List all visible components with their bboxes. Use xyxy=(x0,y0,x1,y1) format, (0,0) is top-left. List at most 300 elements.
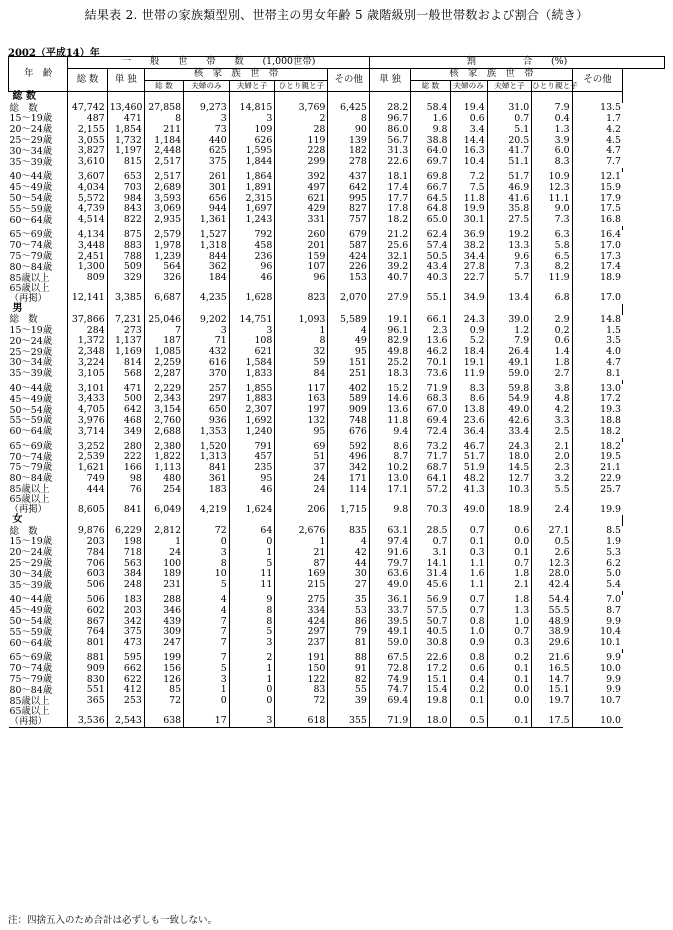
count-cell: 55 xyxy=(328,685,369,696)
section-label: 総 数 xyxy=(12,91,36,103)
age-label: 総 数 xyxy=(9,525,38,537)
count-cell: 72 xyxy=(184,526,230,537)
ratio-cell: 18.9 xyxy=(487,495,532,515)
count-cell: 457 xyxy=(229,452,275,463)
ratio-cell: 6.0 xyxy=(532,146,572,157)
age-label: 65～69歳 xyxy=(9,652,53,664)
ratio-cell: 13.6 xyxy=(369,405,410,416)
count-cell: 334 xyxy=(275,606,328,617)
ratio-cell: 45.6 xyxy=(411,580,450,591)
count-cell: 1 xyxy=(229,664,275,675)
count-cell: 9 xyxy=(229,595,275,606)
count-cell: 11 xyxy=(229,569,275,580)
ratio-cell: 17.0 xyxy=(572,241,623,252)
count-cell: 1,520 xyxy=(184,442,230,453)
ratio-cell: 13.3 xyxy=(487,241,532,252)
age-label: 70～74歳 xyxy=(9,663,53,675)
ratio-cell: 5.3 xyxy=(572,548,623,559)
count-cell: 37,866 xyxy=(68,315,107,326)
ratio-cell: 18.2 xyxy=(369,215,410,226)
count-cell: 109 xyxy=(229,125,275,136)
count-cell: 3 xyxy=(184,548,230,559)
count-cell: 2,579 xyxy=(144,230,183,241)
age-label: 85歳以上 xyxy=(9,484,50,496)
count-cell: 226 xyxy=(328,262,369,273)
count-cell: 835 xyxy=(328,526,369,537)
ratio-cell: 1.6 xyxy=(411,114,450,125)
count-cell: 843 xyxy=(107,204,144,215)
count-cell: 471 xyxy=(107,114,144,125)
ratio-cell: 4.5 xyxy=(572,136,623,147)
couple-only-header: 夫婦のみ xyxy=(184,80,230,92)
age-cell xyxy=(9,569,68,580)
ratio-cell: 0.2 xyxy=(450,685,487,696)
count-cell: 81 xyxy=(328,638,369,649)
count-cell: 17 xyxy=(184,707,230,728)
section-label: 男 xyxy=(12,302,23,314)
age-label: 15～19歳 xyxy=(9,536,53,548)
count-cell: 88 xyxy=(328,653,369,664)
count-cell: 2,517 xyxy=(144,157,183,168)
count-cell: 42 xyxy=(328,548,369,559)
age-label: 30～34歳 xyxy=(9,357,53,369)
ratio-cell: 9.6 xyxy=(487,252,532,263)
age-cell xyxy=(9,617,68,628)
ratio-cell: 2.0 xyxy=(532,452,572,463)
count-cell: 883 xyxy=(107,241,144,252)
count-cell: 844 xyxy=(184,252,230,263)
count-cell: 638 xyxy=(144,707,183,728)
count-cell: 95 xyxy=(328,347,369,358)
count-cell: 6,687 xyxy=(144,284,183,304)
age-label: 40～44歳 xyxy=(9,594,53,606)
count-cell: 424 xyxy=(328,252,369,263)
table-row xyxy=(9,183,665,194)
ratio-cell: 24.3 xyxy=(450,315,487,326)
table-row xyxy=(9,273,665,284)
count-cell: 108 xyxy=(229,336,275,347)
count-cell: 827 xyxy=(328,204,369,215)
count-cell: 2,543 xyxy=(107,707,144,728)
ratio-cell: 70.3 xyxy=(411,495,450,515)
count-cell: 49 xyxy=(328,336,369,347)
ratio-cell: 8.1 xyxy=(572,369,623,380)
ratio-cell: 13.6 xyxy=(411,336,450,347)
count-cell: 2,688 xyxy=(144,427,183,438)
ratio-cell: 59.8 xyxy=(487,384,532,395)
count-cell: 278 xyxy=(328,157,369,168)
count-cell: 6,229 xyxy=(107,526,144,537)
count-cell: 1,527 xyxy=(184,230,230,241)
age-cell xyxy=(9,183,68,194)
count-cell: 331 xyxy=(275,215,328,226)
count-cell: 3,827 xyxy=(68,146,107,157)
age-cell xyxy=(9,146,68,157)
count-cell: 809 xyxy=(68,273,107,284)
count-cell: 626 xyxy=(229,136,275,147)
ratio-cell: 7.2 xyxy=(450,172,487,183)
ratio-cell: 25.6 xyxy=(369,241,410,252)
age-label: 20～24歳 xyxy=(9,335,53,347)
count-cell: 3,105 xyxy=(68,369,107,380)
count-cell: 8,605 xyxy=(68,495,107,515)
count-cell: 8 xyxy=(328,114,369,125)
count-cell: 189 xyxy=(144,569,183,580)
count-cell: 7,231 xyxy=(107,315,144,326)
ratio-cell: 26.4 xyxy=(487,347,532,358)
count-cell: 260 xyxy=(275,230,328,241)
age-sublabel: （再掲） xyxy=(9,292,48,304)
ratio-cell: 0.8 xyxy=(450,617,487,628)
ratio-cell: 5.4 xyxy=(572,580,623,591)
age-cell xyxy=(9,194,68,205)
ratio-cell: 30.1 xyxy=(450,215,487,226)
ratio-cell: 34.4 xyxy=(450,252,487,263)
ratio-cell: 49.1 xyxy=(487,358,532,369)
count-cell: 618 xyxy=(275,707,328,728)
count-cell: 156 xyxy=(144,664,183,675)
ratio-cell: 72.8 xyxy=(369,664,410,675)
count-cell: 247 xyxy=(144,638,183,649)
count-cell: 506 xyxy=(68,595,107,606)
ratio-cell: 17.3 xyxy=(572,252,623,263)
ratio-cell: 4.2 xyxy=(532,405,572,416)
ratio-cell: 59.0 xyxy=(369,638,410,649)
count-cell: 5 xyxy=(229,627,275,638)
ratio-cell: 4.7 xyxy=(572,146,623,157)
total-header: 総 数 xyxy=(68,68,107,92)
ratio-cell: 18.3 xyxy=(369,369,410,380)
age-label: 75～79歳 xyxy=(9,674,53,686)
ratio-cell: 71.7 xyxy=(411,452,450,463)
ratio-cell: 51.9 xyxy=(450,463,487,474)
count-cell: 183 xyxy=(107,595,144,606)
count-cell: 2 xyxy=(229,653,275,664)
ratio-cell: 21.2 xyxy=(369,230,410,241)
ratio-cell: 40.7 xyxy=(369,273,410,284)
count-cell: 5 xyxy=(229,559,275,570)
ratio-cell: 15.1 xyxy=(532,685,572,696)
count-cell: 1,833 xyxy=(229,369,275,380)
age-label: 20～24歳 xyxy=(9,547,53,559)
ratio-cell: 0.7 xyxy=(487,559,532,570)
count-cell: 12,141 xyxy=(68,284,107,304)
ratio-cell: 0.9 xyxy=(450,326,487,337)
count-cell: 151 xyxy=(328,358,369,369)
ratio-cell: 8.6 xyxy=(450,394,487,405)
table-row xyxy=(9,638,665,649)
count-cell: 3 xyxy=(229,638,275,649)
ratio-cell: 63.6 xyxy=(369,569,410,580)
count-cell: 346 xyxy=(144,606,183,617)
count-cell: 1,093 xyxy=(275,315,328,326)
count-cell: 64 xyxy=(229,526,275,537)
count-cell: 375 xyxy=(107,627,144,638)
ratio-cell: 10.9 xyxy=(532,172,572,183)
ratio-cell: 9.8 xyxy=(411,125,450,136)
ratio-cell: 8.5 xyxy=(572,526,623,537)
ratio-cell: 0.7 xyxy=(450,595,487,606)
count-cell: 39 xyxy=(328,696,369,707)
count-cell: 7 xyxy=(184,627,230,638)
ratio-cell: 50.7 xyxy=(411,617,450,628)
count-cell: 72 xyxy=(275,696,328,707)
ratio-cell: 0.9 xyxy=(450,638,487,649)
ratio-cell: 6.5 xyxy=(532,252,572,263)
count-cell: 1,197 xyxy=(107,146,144,157)
ratio-cell: 19.8 xyxy=(411,696,450,707)
ratio-cell: 49.0 xyxy=(450,495,487,515)
count-cell: 301 xyxy=(184,183,230,194)
ratio-cell: 0.1 xyxy=(450,537,487,548)
count-cell: 107 xyxy=(275,262,328,273)
age-label: 50～54歳 xyxy=(9,404,53,416)
count-cell: 4,235 xyxy=(184,284,230,304)
ratio-cell: 2.3 xyxy=(532,463,572,474)
count-cell: 432 xyxy=(184,347,230,358)
ratio-cell: 28.5 xyxy=(411,526,450,537)
ratio-cell: 42.6 xyxy=(487,416,532,427)
ratio-cell: 19.4 xyxy=(450,103,487,114)
count-cell: 76 xyxy=(107,485,144,496)
count-cell: 496 xyxy=(328,452,369,463)
count-cell: 2,070 xyxy=(328,284,369,304)
age-cell xyxy=(9,685,68,696)
count-cell: 126 xyxy=(144,675,183,686)
count-cell: 749 xyxy=(68,474,107,485)
ratio-cell: 1.0 xyxy=(487,617,532,628)
count-cell: 1,318 xyxy=(184,241,230,252)
count-cell: 437 xyxy=(328,172,369,183)
count-cell: 2,307 xyxy=(229,405,275,416)
count-cell: 132 xyxy=(275,416,328,427)
count-cell: 412 xyxy=(107,685,144,696)
ratio-cell: 9.0 xyxy=(532,204,572,215)
count-cell: 235 xyxy=(229,463,275,474)
count-cell: 7 xyxy=(144,326,183,337)
table-row xyxy=(9,125,665,136)
count-cell: 3,448 xyxy=(68,241,107,252)
ratio-cell: 1.8 xyxy=(532,358,572,369)
count-cell: 656 xyxy=(184,194,230,205)
count-cell: 8 xyxy=(275,336,328,347)
count-cell: 3,055 xyxy=(68,136,107,147)
age-label: 25～29歳 xyxy=(9,558,53,570)
count-cell: 1,353 xyxy=(184,427,230,438)
count-cell: 87 xyxy=(275,559,328,570)
count-cell: 603 xyxy=(68,569,107,580)
ratio-cell: 6.2 xyxy=(572,559,623,570)
count-cell: 95 xyxy=(275,427,328,438)
ratio-cell: 39.2 xyxy=(369,262,410,273)
age-label: 40～44歳 xyxy=(9,171,53,183)
ratio-cell: 42.4 xyxy=(532,580,572,591)
count-cell: 1,844 xyxy=(229,157,275,168)
count-cell: 909 xyxy=(328,405,369,416)
count-cell: 254 xyxy=(144,485,183,496)
count-cell: 84 xyxy=(275,369,328,380)
count-cell: 24 xyxy=(275,474,328,485)
age-label: 65歳以上 xyxy=(9,494,50,506)
ratio-cell: 18.9 xyxy=(572,273,623,284)
count-cell: 96 xyxy=(275,273,328,284)
ratio-cell: 23.6 xyxy=(450,416,487,427)
ratio-cell: 27.9 xyxy=(369,284,410,304)
age-label: 総 数 xyxy=(9,102,38,114)
ratio-cell: 65.0 xyxy=(411,215,450,226)
age-label: 80～84歳 xyxy=(9,684,53,696)
count-cell: 159 xyxy=(275,252,328,263)
count-cell: 2,689 xyxy=(144,183,183,194)
count-cell: 150 xyxy=(275,664,328,675)
ratio-cell: 71.9 xyxy=(369,707,410,728)
age-cell xyxy=(9,495,68,515)
count-cell: 792 xyxy=(229,230,275,241)
ratio-cell: 18.2 xyxy=(572,427,623,438)
ratio-cell: 16.3 xyxy=(450,146,487,157)
page-title: 結果表 2. 世帯の家族類型別、世帯主の男女年齢 5 歳階級別一般世帯数および割合（続き） xyxy=(84,8,589,22)
ratio-cell: 16.8 xyxy=(572,215,623,226)
count-cell: 309 xyxy=(144,627,183,638)
ratio-cell: 14.4 xyxy=(450,136,487,147)
count-cell: 3,769 xyxy=(275,103,328,114)
count-cell: 5 xyxy=(184,664,230,675)
ratio-cell: 51.7 xyxy=(487,172,532,183)
age-cell xyxy=(9,284,68,304)
ratio-cell: 39.0 xyxy=(487,315,532,326)
count-cell: 1,584 xyxy=(229,358,275,369)
ratio-cell: 19.5 xyxy=(572,452,623,463)
age-label: 70～74歳 xyxy=(9,240,53,252)
count-cell: 468 xyxy=(107,416,144,427)
ratio-cell: 4.8 xyxy=(532,394,572,405)
age-label: 65歳以上 xyxy=(9,706,50,718)
ratio-cell: 6.8 xyxy=(532,284,572,304)
count-cell: 53 xyxy=(328,606,369,617)
ratio-cell: 0.0 xyxy=(487,696,532,707)
count-cell: 222 xyxy=(107,452,144,463)
ratio-cell: 73.6 xyxy=(411,369,450,380)
ratio-cell: 41.3 xyxy=(450,485,487,496)
count-cell: 7 xyxy=(184,617,230,628)
count-cell: 1,864 xyxy=(229,172,275,183)
single-parent-header: ひとり親と子 xyxy=(275,80,328,92)
count-cell: 1,113 xyxy=(144,463,183,474)
ratio-cell: 0.1 xyxy=(487,664,532,675)
count-cell: 589 xyxy=(328,394,369,405)
ratio-cell: 55.5 xyxy=(532,606,572,617)
count-cell: 117 xyxy=(275,384,328,395)
ratio-cell: 19.1 xyxy=(369,315,410,326)
count-cell: 487 xyxy=(68,114,107,125)
table-row xyxy=(9,315,665,326)
age-label: 15～19歳 xyxy=(9,324,53,336)
ratio-cell: 17.1 xyxy=(369,485,410,496)
age-cell xyxy=(9,136,68,147)
ratio-cell: 56.7 xyxy=(369,136,410,147)
count-cell: 706 xyxy=(68,559,107,570)
age-cell xyxy=(9,157,68,168)
single-header: 単 独 xyxy=(107,68,144,92)
age-cell xyxy=(9,315,68,326)
age-label: 65歳以上 xyxy=(9,282,50,294)
count-cell: 1,313 xyxy=(184,452,230,463)
ratio-cell: 1.7 xyxy=(572,114,623,125)
count-cell: 703 xyxy=(107,183,144,194)
ratio-cell: 49.1 xyxy=(369,627,410,638)
ratio-cell: 11.9 xyxy=(450,369,487,380)
count-cell: 784 xyxy=(68,548,107,559)
ratio-cell: 0.2 xyxy=(487,653,532,664)
ratio-cell: 19.3 xyxy=(572,405,623,416)
ratio-cell: 86.0 xyxy=(369,125,410,136)
count-cell: 1,372 xyxy=(68,336,107,347)
count-cell: 119 xyxy=(275,136,328,147)
count-cell: 3 xyxy=(229,114,275,125)
ratio-cell: 14.5 xyxy=(487,463,532,474)
ratio-cell: 74.9 xyxy=(369,675,410,686)
count-cell: 788 xyxy=(107,252,144,263)
ratio-cell: 69.7 xyxy=(411,157,450,168)
count-cell: 764 xyxy=(68,627,107,638)
count-cell: 273 xyxy=(107,326,144,337)
count-cell: 169 xyxy=(275,569,328,580)
age-label: 55～59歳 xyxy=(9,626,53,638)
count-cell: 6,425 xyxy=(328,103,369,114)
count-cell: 47,742 xyxy=(68,103,107,114)
ratio-cell: 66.7 xyxy=(411,183,450,194)
age-cell xyxy=(9,707,68,728)
count-cell: 349 xyxy=(107,427,144,438)
count-cell: 182 xyxy=(328,146,369,157)
count-cell: 622 xyxy=(107,675,144,686)
ratio-cell: 7.9 xyxy=(532,103,572,114)
count-cell: 587 xyxy=(328,241,369,252)
count-cell: 5 xyxy=(184,580,230,591)
count-cell: 621 xyxy=(229,347,275,358)
count-cell: 1,978 xyxy=(144,241,183,252)
ratio-cell: 17.2 xyxy=(411,664,450,675)
ratio-cell: 17.5 xyxy=(532,707,572,728)
count-cell: 253 xyxy=(107,696,144,707)
ratio-cell: 19.9 xyxy=(450,204,487,215)
table-row xyxy=(9,707,665,728)
ratio-cell: 18.4 xyxy=(450,347,487,358)
ratio-nuclear-total-header: 総 数 xyxy=(411,80,450,92)
ratio-couple-only-header: 夫婦のみ xyxy=(450,80,487,92)
ratio-cell: 2.1 xyxy=(487,580,532,591)
count-cell: 98 xyxy=(107,474,144,485)
count-cell: 2,380 xyxy=(144,442,183,453)
count-cell: 21 xyxy=(275,548,328,559)
count-cell: 211 xyxy=(144,125,183,136)
ratio-cell: 22.6 xyxy=(369,157,410,168)
ratio-cell: 32.1 xyxy=(369,252,410,263)
count-cell: 329 xyxy=(107,273,144,284)
ratio-cell: 70.1 xyxy=(411,358,450,369)
count-cell: 595 xyxy=(107,653,144,664)
count-cell: 3,154 xyxy=(144,405,183,416)
age-cell xyxy=(9,384,68,395)
nuclear-header: 核 家 族 世 帯 xyxy=(144,68,328,80)
age-label: 45～49歳 xyxy=(9,393,53,405)
count-cell: 1,732 xyxy=(107,136,144,147)
ratio-nuclear-header: 核 家 族 世 帯 xyxy=(411,68,572,80)
age-label: 25～29歳 xyxy=(9,346,53,358)
count-cell: 3,536 xyxy=(68,707,107,728)
count-cell: 823 xyxy=(275,284,328,304)
count-cell: 2,229 xyxy=(144,384,183,395)
